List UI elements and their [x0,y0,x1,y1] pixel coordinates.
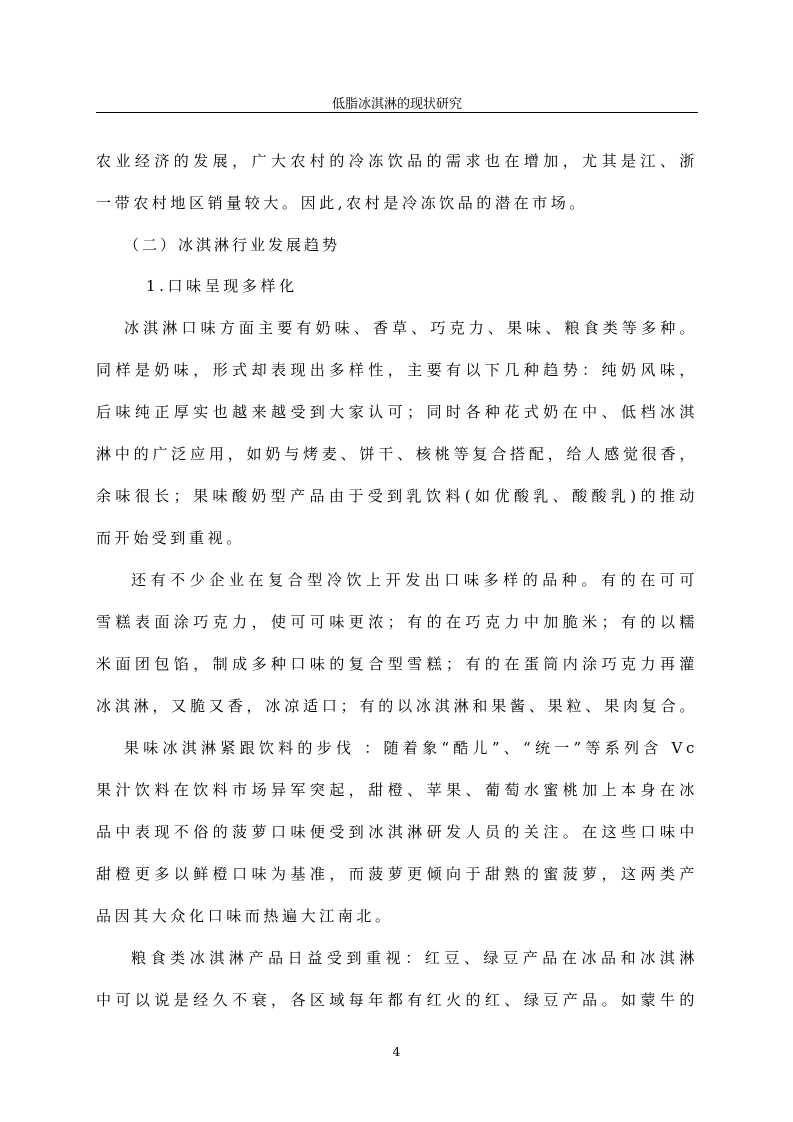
paragraph-line: 雪糕表面涂巧克力，使可可味更浓；有的在巧克力中加脆米；有的以糯 [96,613,698,631]
running-header: 低脂冰淇淋的现状研究 [331,97,462,112]
paragraph-line: 果汁饮料在饮料市场异军突起，甜橙、苹果、葡萄水蜜桃加上本身在冰 [96,781,698,799]
paragraph-line: 一带农村地区销量较大。因此,农村是冷冻饮品的潜在市场。 [96,194,588,212]
paragraph-line: 还有不少企业在复合型冷饮上开发出口味多样的品种。有的在可可 [131,571,698,589]
paragraph-line: 果味冰淇淋紧跟饮料的步伐 ：随着象“酷儿”、“统一”等系列含 Vc [124,739,698,757]
paragraph-line: 甜橙更多以鲜橙口味为基准，而菠萝更倾向于甜熟的蜜菠萝，这两类产 [96,865,698,883]
paragraph-line: 余味很长；果味酸奶型产品由于受到乳饮料(如优酸乳、酸酸乳)的推动 [96,487,698,505]
paragraph-line: 农业经济的发展，广大农村的冷冻饮品的需求也在增加，尤其是江、浙 [96,152,698,170]
paragraph-line: 淋中的广泛应用，如奶与烤麦、饼干、核桃等复合搭配，给人感觉很香， [96,445,698,463]
header-divider [96,112,698,113]
paragraph-line: 冰淇淋口味方面主要有奶味、香草、巧克力、果味、粮食类等多种。 [124,319,698,337]
paragraph-line: 冰淇淋，又脆又香，冰凉适口；有的以冰淇淋和果酱、果粒、果肉复合。 [96,697,698,715]
paragraph-line: 品中表现不俗的菠萝口味便受到冰淇淋研发人员的关注。在这些口味中 [96,823,698,841]
paragraph-line: 品因其大众化口味而热遍大江南北。 [96,907,394,925]
paragraph-line: 而开始受到重视。 [96,529,245,547]
paragraph-line: 同样是奶味，形式却表现出多样性，主要有以下几种趋势：纯奶风味， [96,361,698,379]
paragraph-line: 米面团包馅，制成多种口味的复合型雪糕；有的在蛋筒内涂巧克力再灌 [96,655,698,673]
section-heading: （二）冰淇淋行业发展趋势 [124,236,341,254]
paragraph-line: 中可以说是经久不衰，各区域每年都有红火的红、绿豆产品。如蒙牛的 [96,991,698,1009]
paragraph-line: 粮食类冰淇淋产品日益受到重视：红豆、绿豆产品在冰品和冰淇淋 [131,949,698,967]
page-number: 4 [392,1045,401,1059]
subsection-heading: 1.口味呈现多样化 [146,277,298,295]
paragraph-line: 后味纯正厚实也越来越受到大家认可；同时各种花式奶在中、低档冰淇 [96,403,698,421]
